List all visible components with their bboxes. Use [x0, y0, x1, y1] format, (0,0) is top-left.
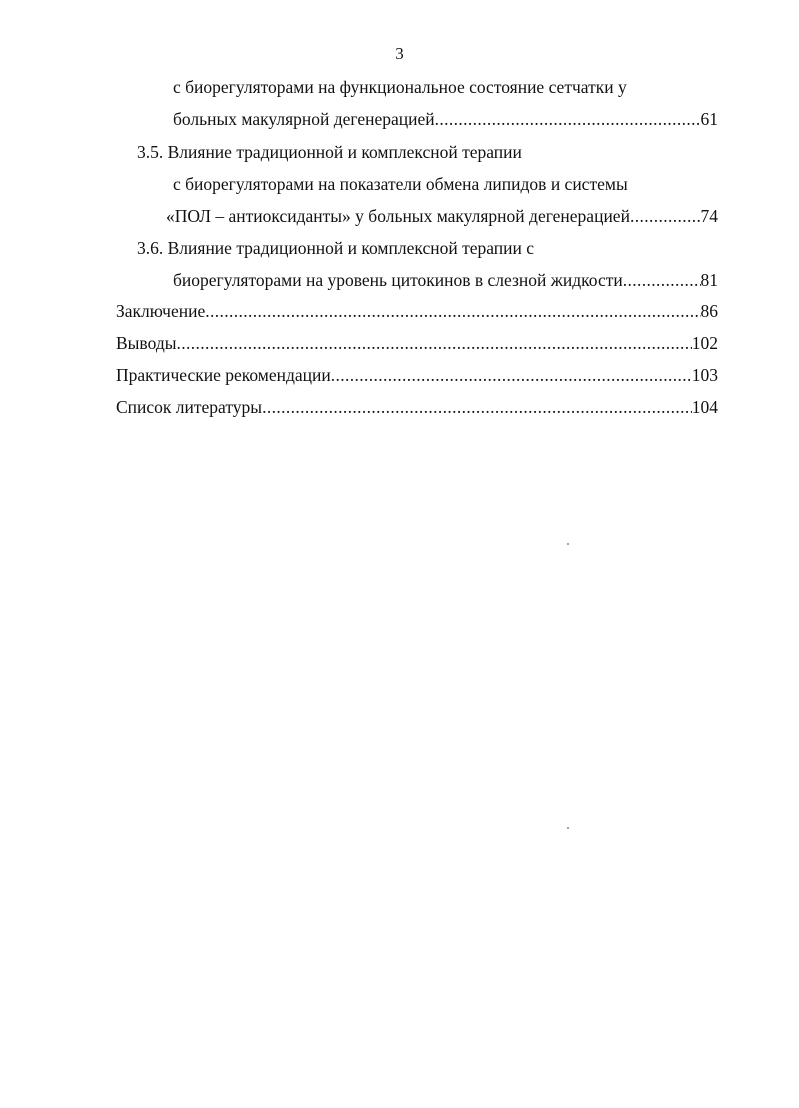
toc-findings-page: 102 — [691, 333, 718, 353]
toc-3-6-label: биорегуляторами на уровень цитокинов в слезной жидкости — [173, 270, 623, 290]
toc-3-4-entry[interactable] — [173, 106, 718, 132]
dot-leader — [623, 267, 701, 293]
toc-3-5-entry[interactable] — [166, 203, 718, 229]
dot-leader — [176, 330, 691, 356]
toc-conclusion-page: 86 — [700, 301, 718, 321]
toc-recommendations-page: 103 — [691, 365, 718, 385]
scan-speck — [567, 827, 569, 829]
toc-3-5-line-1[interactable]: 3.5. Влияние традиционной и комплексной терапии — [137, 142, 522, 162]
toc-3-4-label: больных макулярной дегенерацией — [173, 109, 435, 129]
toc-3-4-page: 61 — [700, 109, 718, 129]
toc-references-label: Список литературы — [116, 397, 263, 417]
toc-findings-label: Выводы — [116, 333, 177, 353]
toc-3-5-line-2: с биорегуляторами на показатели обмена липидов и системы — [173, 174, 628, 194]
dot-leader — [630, 203, 701, 229]
dot-leader — [435, 106, 701, 132]
toc-recommendations-entry[interactable] — [116, 362, 718, 388]
toc-recommendations-label: Практические рекомендации — [116, 365, 331, 385]
page-number: 3 — [395, 44, 404, 63]
scan-speck — [567, 543, 569, 545]
toc-conclusion-entry[interactable] — [116, 298, 718, 324]
dot-leader — [331, 362, 692, 388]
toc-findings-entry[interactable] — [116, 330, 718, 356]
toc-conclusion-label: Заключение — [116, 301, 206, 321]
toc-3-6-page: 81 — [700, 270, 718, 290]
toc-references-entry[interactable] — [116, 394, 718, 420]
toc-3-4-line-1: с биорегуляторами на функциональное состояние сетчатки у — [173, 77, 627, 97]
toc-3-5-label: «ПОЛ – антиоксиданты» у больных макулярной дегенерацией — [166, 206, 630, 226]
dot-leader — [205, 298, 700, 324]
toc-3-5-page: 74 — [700, 206, 718, 226]
toc-3-6-entry[interactable] — [173, 267, 718, 293]
toc-3-6-line-1[interactable]: 3.6. Влияние традиционной и комплексной терапии с — [137, 238, 535, 258]
dot-leader — [262, 394, 692, 420]
toc-references-page: 104 — [691, 397, 718, 417]
